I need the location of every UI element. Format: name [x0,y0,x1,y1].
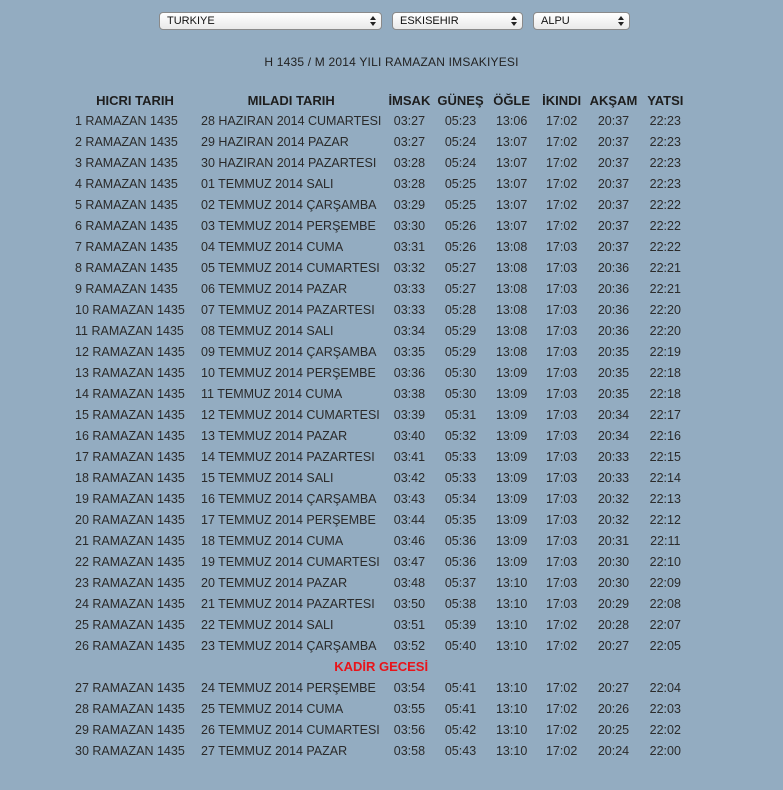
cell-ogle: 13:06 [495,113,528,128]
header-gunes: GÜNEŞ [437,92,484,108]
cell-imsak: 03:32 [393,260,426,275]
cell-ikindi: 17:02 [545,218,578,233]
location-selectors [0,12,783,32]
cell-imsak: 03:31 [393,239,426,254]
cell-ikindi: 17:03 [545,449,578,464]
cell-ikindi: 17:03 [545,407,578,422]
cell-gunes: 05:29 [444,344,477,359]
select-arrows-icon [511,15,517,27]
cell-imsak: 03:28 [393,176,426,191]
cell-ogle: 13:08 [495,239,528,254]
cell-ogle: 13:08 [495,260,528,275]
cell-hicri: 17 RAMAZAN 1435 [75,449,185,464]
cell-hicri: 15 RAMAZAN 1435 [75,407,185,422]
cell-aksam: 20:37 [597,155,630,170]
cell-hicri: 29 RAMAZAN 1435 [75,722,185,737]
cell-ikindi: 17:02 [545,155,578,170]
cell-gunes: 05:25 [444,176,477,191]
cell-aksam: 20:35 [597,386,630,401]
header-miladi: MILADI TARIH [247,92,335,108]
cell-ogle: 13:07 [495,218,528,233]
cell-yatsi: 22:15 [649,449,681,464]
cell-ikindi: 17:03 [545,386,578,401]
table-row [72,404,690,425]
cell-ikindi: 17:03 [545,470,578,485]
cell-imsak: 03:58 [393,743,426,758]
cell-yatsi: 22:18 [649,365,681,380]
select-arrows-icon [618,15,624,27]
cell-gunes: 05:36 [444,533,477,548]
table-row [72,152,690,173]
header-hicri: HICRI TARIH [96,92,174,108]
table-row [72,530,690,551]
cell-ikindi: 17:03 [545,491,578,506]
header-ogle: ÖĞLE [493,92,531,108]
table-row [72,509,690,530]
cell-miladi: 14 TEMMUZ 2014 PAZARTESI [201,449,375,464]
page-title: H 1435 / M 2014 YILI RAMAZAN IMSAKIYESI [264,55,519,69]
cell-imsak: 03:44 [393,512,426,527]
city-select[interactable] [392,12,523,30]
cell-ikindi: 17:03 [545,533,578,548]
cell-ogle: 13:08 [495,302,528,317]
special-night-row [72,656,690,677]
cell-hicri: 11 RAMAZAN 1435 [75,323,184,338]
cell-imsak: 03:33 [393,281,426,296]
table-row [72,740,690,761]
cell-yatsi: 22:23 [649,176,681,191]
cell-aksam: 20:36 [597,260,630,275]
cell-aksam: 20:32 [597,512,630,527]
cell-hicri: 4 RAMAZAN 1435 [75,176,178,191]
cell-miladi: 30 HAZIRAN 2014 PAZARTESI [201,155,377,170]
cell-hicri: 6 RAMAZAN 1435 [75,218,178,233]
cell-ogle: 13:07 [495,155,528,170]
cell-ogle: 13:10 [495,638,528,653]
cell-hicri: 9 RAMAZAN 1435 [75,281,178,296]
cell-miladi: 13 TEMMUZ 2014 PAZAR [201,428,348,443]
cell-gunes: 05:24 [444,134,477,149]
table-row [72,698,690,719]
header-yatsi: YATSI [647,92,684,108]
cell-imsak: 03:42 [393,470,426,485]
cell-yatsi: 22:16 [649,428,681,443]
cell-ogle: 13:10 [495,701,528,716]
cell-ogle: 13:08 [495,344,528,359]
cell-aksam: 20:25 [597,722,630,737]
cell-imsak: 03:50 [393,596,426,611]
table-row [72,719,690,740]
cell-imsak: 03:30 [393,218,426,233]
table-row [72,635,690,656]
cell-ogle: 13:09 [495,491,528,506]
cell-gunes: 05:24 [444,155,477,170]
cell-hicri: 7 RAMAZAN 1435 [75,239,178,254]
cell-ogle: 13:10 [495,596,528,611]
cell-aksam: 20:30 [597,575,630,590]
cell-gunes: 05:37 [444,575,477,590]
cell-hicri: 2 RAMAZAN 1435 [75,134,178,149]
table-row [72,677,690,698]
cell-ogle: 13:09 [495,554,528,569]
cell-imsak: 03:47 [393,554,426,569]
cell-hicri: 22 RAMAZAN 1435 [75,554,185,569]
cell-ikindi: 17:02 [545,701,578,716]
table-row [72,362,690,383]
cell-aksam: 20:31 [597,533,630,548]
cell-imsak: 03:29 [393,197,426,212]
cell-miladi: 17 TEMMUZ 2014 PERŞEMBE [201,512,376,527]
table-row [72,593,690,614]
cell-gunes: 05:28 [444,302,477,317]
table-body [72,110,690,761]
table-row [72,173,690,194]
cell-ikindi: 17:03 [545,323,578,338]
table-row [72,110,690,131]
cell-yatsi: 22:19 [649,344,681,359]
cell-hicri: 25 RAMAZAN 1435 [75,617,185,632]
cell-ikindi: 17:03 [545,596,578,611]
cell-aksam: 20:36 [597,302,630,317]
cell-yatsi: 22:09 [649,575,681,590]
cell-aksam: 20:32 [597,491,630,506]
table-row [72,446,690,467]
table-row [72,383,690,404]
cell-yatsi: 22:10 [649,554,681,569]
cell-aksam: 20:37 [597,218,630,233]
cell-aksam: 20:35 [597,344,630,359]
cell-aksam: 20:24 [597,743,630,758]
cell-miladi: 20 TEMMUZ 2014 PAZAR [201,575,348,590]
cell-aksam: 20:33 [597,449,630,464]
cell-hicri: 24 RAMAZAN 1435 [75,596,185,611]
cell-hicri: 26 RAMAZAN 1435 [75,638,185,653]
cell-ikindi: 17:02 [545,134,578,149]
cell-hicri: 8 RAMAZAN 1435 [75,260,178,275]
cell-miladi: 08 TEMMUZ 2014 SALI [201,323,334,338]
imsakiye-table [72,90,690,761]
cell-miladi: 03 TEMMUZ 2014 PERŞEMBE [201,218,376,233]
cell-yatsi: 22:22 [649,218,681,233]
header-aksam: AKŞAM [589,92,638,108]
table-row [72,194,690,215]
table-row [72,320,690,341]
cell-gunes: 05:30 [444,365,477,380]
cell-ikindi: 17:03 [545,302,578,317]
cell-ogle: 13:08 [495,281,528,296]
table-row [72,572,690,593]
cell-aksam: 20:37 [597,197,630,212]
cell-yatsi: 22:21 [649,260,681,275]
cell-yatsi: 22:03 [649,701,681,716]
cell-ogle: 13:09 [495,533,528,548]
cell-ikindi: 17:03 [545,512,578,527]
cell-imsak: 03:51 [393,617,426,632]
cell-hicri: 12 RAMAZAN 1435 [75,344,185,359]
cell-ikindi: 17:03 [545,428,578,443]
cell-ogle: 13:10 [495,680,528,695]
cell-aksam: 20:34 [597,407,630,422]
table-row [72,467,690,488]
cell-miladi: 25 TEMMUZ 2014 CUMA [201,701,344,716]
cell-hicri: 5 RAMAZAN 1435 [75,197,178,212]
cell-aksam: 20:34 [597,428,630,443]
cell-hicri: 13 RAMAZAN 1435 [75,365,185,380]
cell-yatsi: 22:22 [649,197,681,212]
cell-ogle: 13:07 [495,197,528,212]
cell-yatsi: 22:23 [649,155,681,170]
cell-hicri: 30 RAMAZAN 1435 [75,743,185,758]
cell-ikindi: 17:02 [545,680,578,695]
cell-imsak: 03:36 [393,365,426,380]
cell-miladi: 12 TEMMUZ 2014 CUMARTESI [201,407,380,422]
table-row [72,488,690,509]
cell-imsak: 03:34 [393,323,426,338]
cell-miladi: 01 TEMMUZ 2014 SALI [201,176,334,191]
cell-gunes: 05:26 [444,239,477,254]
cell-aksam: 20:36 [597,323,630,338]
cell-miladi: 15 TEMMUZ 2014 SALI [201,470,334,485]
cell-imsak: 03:33 [393,302,426,317]
cell-yatsi: 22:12 [649,512,681,527]
cell-imsak: 03:52 [393,638,426,653]
cell-miladi: 16 TEMMUZ 2014 ÇARŞAMBA [201,491,377,506]
cell-ikindi: 17:03 [545,344,578,359]
cell-ikindi: 17:02 [545,743,578,758]
cell-yatsi: 22:14 [649,470,681,485]
cell-aksam: 20:26 [597,701,630,716]
table-row [72,257,690,278]
cell-ogle: 13:07 [495,176,528,191]
cell-ikindi: 17:03 [545,575,578,590]
table-row [72,236,690,257]
cell-ikindi: 17:03 [545,281,578,296]
cell-ikindi: 17:02 [545,617,578,632]
cell-imsak: 03:38 [393,386,426,401]
cell-miladi: 10 TEMMUZ 2014 PERŞEMBE [201,365,376,380]
table-row [72,299,690,320]
cell-imsak: 03:40 [393,428,426,443]
cell-gunes: 05:38 [444,596,477,611]
cell-hicri: 27 RAMAZAN 1435 [75,680,185,695]
cell-ogle: 13:08 [495,323,528,338]
cell-hicri: 3 RAMAZAN 1435 [75,155,178,170]
cell-ogle: 13:09 [495,449,528,464]
cell-miladi: 07 TEMMUZ 2014 PAZARTESI [201,302,375,317]
cell-hicri: 19 RAMAZAN 1435 [75,491,185,506]
table-row [72,341,690,362]
cell-miladi: 27 TEMMUZ 2014 PAZAR [201,743,348,758]
cell-yatsi: 22:23 [649,134,681,149]
cell-imsak: 03:54 [393,680,426,695]
cell-hicri: 14 RAMAZAN 1435 [75,386,185,401]
city-select-value: ESKISEHIR [400,15,459,27]
cell-imsak: 03:39 [393,407,426,422]
table-header-row [72,90,690,110]
cell-gunes: 05:32 [444,428,477,443]
table-row [72,278,690,299]
cell-miladi: 22 TEMMUZ 2014 SALI [201,617,334,632]
cell-aksam: 20:33 [597,470,630,485]
cell-imsak: 03:56 [393,722,426,737]
cell-aksam: 20:27 [597,680,630,695]
cell-gunes: 05:39 [444,617,477,632]
cell-gunes: 05:29 [444,323,477,338]
cell-miladi: 29 HAZIRAN 2014 PAZAR [201,134,349,149]
cell-yatsi: 22:11 [650,533,681,548]
country-select[interactable] [159,12,382,30]
cell-ogle: 13:07 [495,134,528,149]
cell-ikindi: 17:03 [545,365,578,380]
cell-hicri: 18 RAMAZAN 1435 [75,470,185,485]
cell-ogle: 13:09 [495,407,528,422]
cell-hicri: 21 RAMAZAN 1435 [75,533,185,548]
cell-aksam: 20:27 [597,638,630,653]
header-imsak: İMSAK [388,92,431,108]
cell-imsak: 03:46 [393,533,426,548]
cell-gunes: 05:42 [444,722,477,737]
cell-yatsi: 22:07 [649,617,681,632]
cell-aksam: 20:37 [597,134,630,149]
cell-ikindi: 17:02 [545,176,578,191]
cell-ikindi: 17:02 [545,638,578,653]
cell-gunes: 05:40 [444,638,477,653]
cell-aksam: 20:36 [597,281,630,296]
cell-gunes: 05:43 [444,743,477,758]
cell-hicri: 16 RAMAZAN 1435 [75,428,185,443]
header-ikindi: İKINDI [542,92,582,108]
cell-gunes: 05:35 [444,512,477,527]
cell-aksam: 20:28 [597,617,630,632]
cell-miladi: 02 TEMMUZ 2014 ÇARŞAMBA [201,197,377,212]
cell-ikindi: 17:03 [545,554,578,569]
cell-imsak: 03:28 [393,155,426,170]
cell-gunes: 05:33 [444,449,477,464]
district-select[interactable] [533,12,630,30]
district-select-value: ALPU [541,15,570,27]
cell-ogle: 13:09 [495,470,528,485]
table-row [72,425,690,446]
cell-miladi: 19 TEMMUZ 2014 CUMARTESI [201,554,380,569]
kadir-gecesi-label: KADİR GECESİ [334,659,429,674]
cell-miladi: 06 TEMMUZ 2014 PAZAR [201,281,348,296]
cell-yatsi: 22:23 [649,113,681,128]
cell-yatsi: 22:22 [649,239,681,254]
cell-imsak: 03:41 [393,449,426,464]
cell-gunes: 05:34 [444,491,477,506]
cell-miladi: 28 HAZIRAN 2014 CUMARTESI [201,113,382,128]
cell-ikindi: 17:03 [545,239,578,254]
cell-gunes: 05:30 [444,386,477,401]
cell-ogle: 13:10 [495,743,528,758]
cell-miladi: 21 TEMMUZ 2014 PAZARTESI [201,596,375,611]
select-arrows-icon [370,15,376,27]
cell-ogle: 13:10 [495,617,528,632]
cell-ogle: 13:10 [495,575,528,590]
cell-gunes: 05:31 [444,407,477,422]
table-row [72,131,690,152]
table-row [72,614,690,635]
cell-yatsi: 22:13 [649,491,681,506]
cell-ikindi: 17:02 [545,722,578,737]
cell-yatsi: 22:18 [649,386,681,401]
cell-gunes: 05:36 [444,554,477,569]
cell-imsak: 03:27 [393,113,426,128]
cell-gunes: 05:41 [444,680,477,695]
cell-yatsi: 22:20 [649,302,681,317]
cell-aksam: 20:35 [597,365,630,380]
cell-yatsi: 22:17 [649,407,681,422]
cell-miladi: 24 TEMMUZ 2014 PERŞEMBE [201,680,376,695]
cell-aksam: 20:30 [597,554,630,569]
cell-gunes: 05:26 [444,218,477,233]
cell-yatsi: 22:02 [649,722,681,737]
cell-miladi: 26 TEMMUZ 2014 CUMARTESI [201,722,380,737]
cell-yatsi: 22:08 [649,596,681,611]
cell-yatsi: 22:00 [649,743,681,758]
cell-imsak: 03:35 [393,344,426,359]
cell-hicri: 20 RAMAZAN 1435 [75,512,185,527]
cell-yatsi: 22:20 [649,323,681,338]
cell-yatsi: 22:04 [649,680,681,695]
cell-gunes: 05:23 [444,113,477,128]
cell-gunes: 05:41 [444,701,477,716]
cell-aksam: 20:37 [597,176,630,191]
cell-ikindi: 17:03 [545,260,578,275]
cell-ogle: 13:09 [495,428,528,443]
cell-miladi: 04 TEMMUZ 2014 CUMA [201,239,344,254]
cell-miladi: 11 TEMMUZ 2014 CUMA [201,386,343,401]
cell-miladi: 18 TEMMUZ 2014 CUMA [201,533,344,548]
cell-ikindi: 17:02 [545,197,578,212]
cell-hicri: 1 RAMAZAN 1435 [75,113,178,128]
cell-imsak: 03:55 [393,701,426,716]
cell-imsak: 03:27 [393,134,426,149]
table-row [72,551,690,572]
cell-imsak: 03:48 [393,575,426,590]
cell-aksam: 20:37 [597,239,630,254]
cell-gunes: 05:27 [444,281,477,296]
cell-imsak: 03:43 [393,491,426,506]
cell-ikindi: 17:02 [545,113,578,128]
cell-ogle: 13:09 [495,365,528,380]
cell-ogle: 13:09 [495,386,528,401]
cell-aksam: 20:29 [597,596,630,611]
cell-gunes: 05:33 [444,470,477,485]
table-row [72,215,690,236]
cell-miladi: 23 TEMMUZ 2014 ÇARŞAMBA [201,638,377,653]
cell-hicri: 10 RAMAZAN 1435 [75,302,185,317]
cell-hicri: 23 RAMAZAN 1435 [75,575,185,590]
cell-miladi: 05 TEMMUZ 2014 CUMARTESI [201,260,380,275]
cell-ogle: 13:09 [495,512,528,527]
cell-gunes: 05:27 [444,260,477,275]
cell-hicri: 28 RAMAZAN 1435 [75,701,185,716]
cell-ogle: 13:10 [495,722,528,737]
cell-aksam: 20:37 [597,113,630,128]
cell-gunes: 05:25 [444,197,477,212]
cell-miladi: 09 TEMMUZ 2014 ÇARŞAMBA [201,344,377,359]
cell-yatsi: 22:05 [649,638,681,653]
cell-yatsi: 22:21 [649,281,681,296]
country-select-value: TURKIYE [167,15,215,27]
